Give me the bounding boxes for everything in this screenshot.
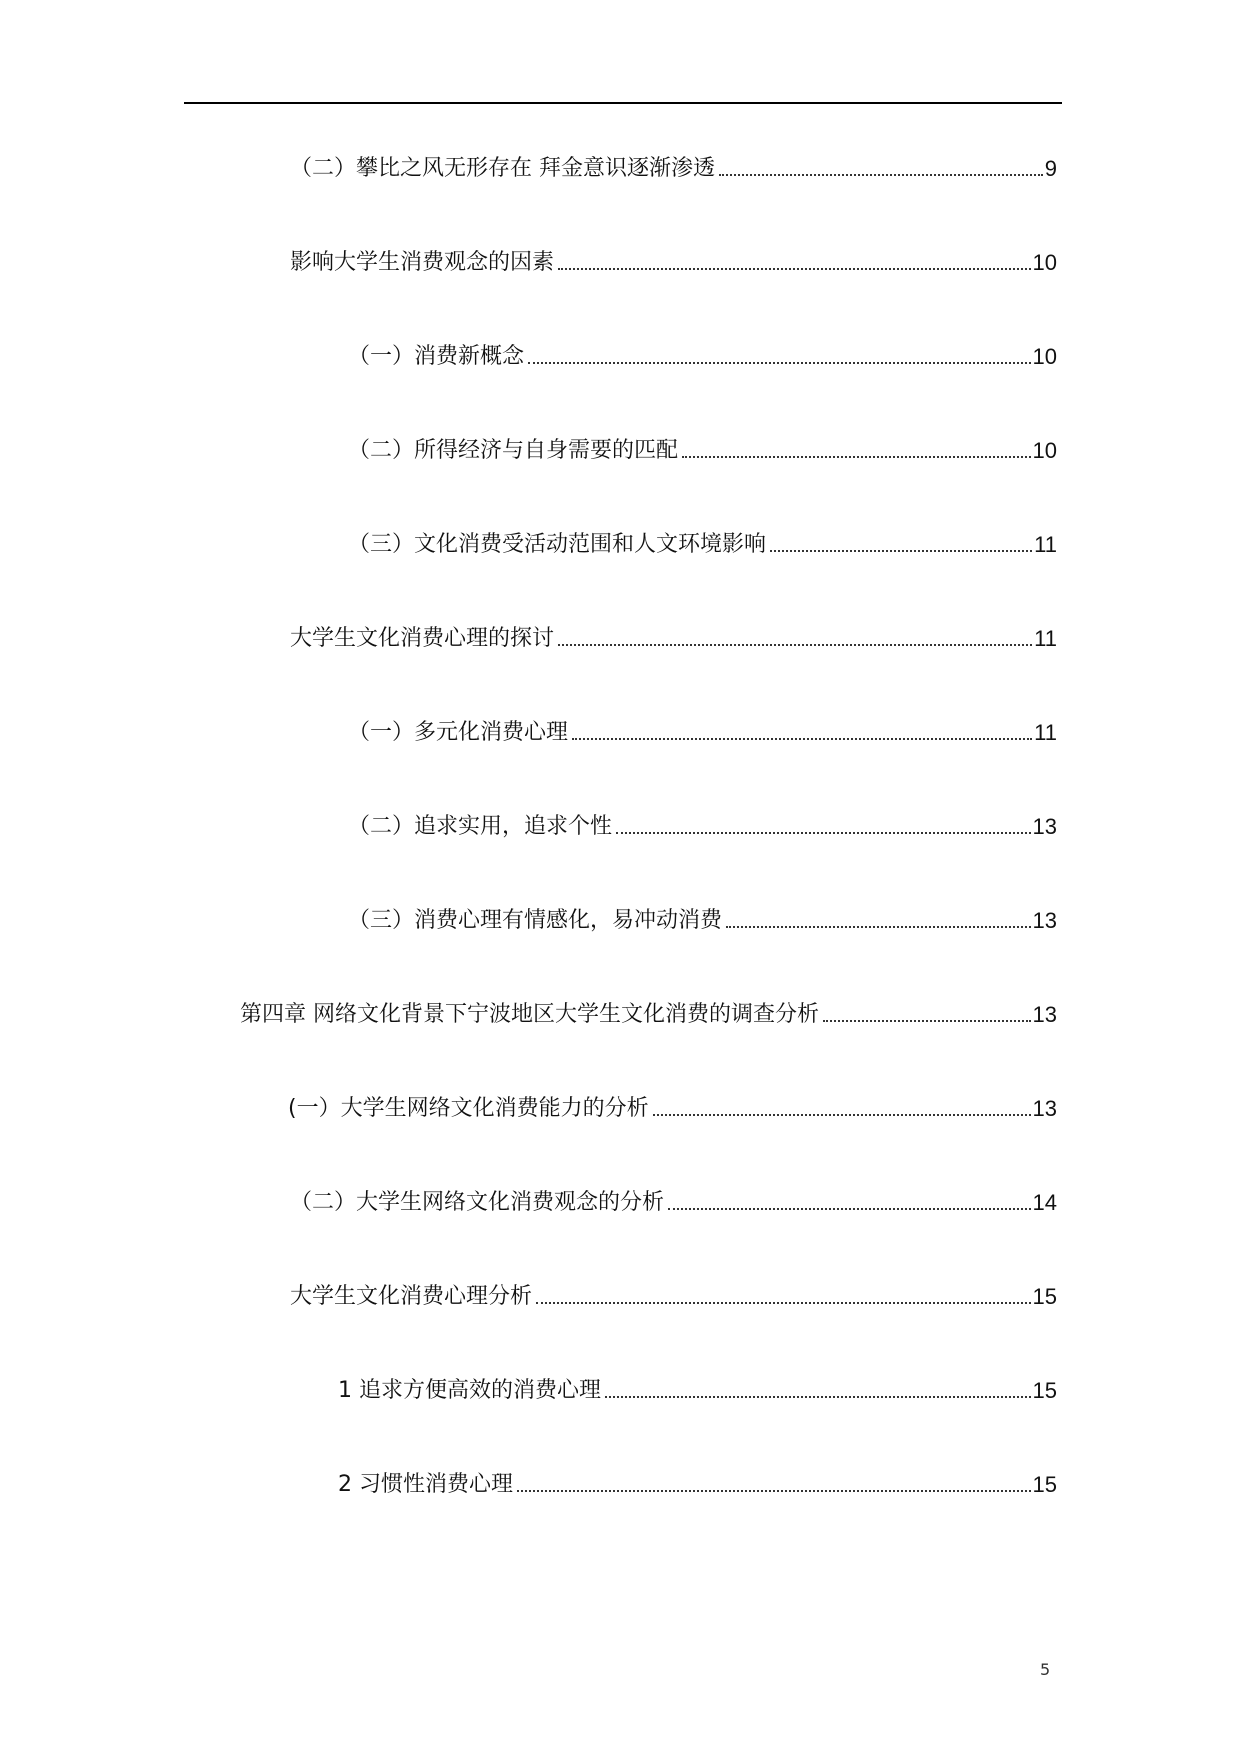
toc-entry-page: 9	[1044, 156, 1057, 181]
toc-entry-title: 第四章 网络文化背景下宁波地区大学生文化消费的调查分析	[240, 1002, 819, 1027]
toc-entry[interactable]	[348, 340, 1057, 370]
toc-entry-page: 11	[1034, 720, 1057, 745]
toc-entry-title: （二）攀比之风无形存在 拜金意识逐渐渗透	[290, 156, 715, 181]
toc-entry-page: 13	[1032, 908, 1057, 933]
toc-entry[interactable]	[290, 246, 1057, 276]
toc-dot-leader	[517, 1490, 1031, 1492]
toc-entry-page: 15	[1032, 1284, 1057, 1309]
toc-dot-leader	[572, 738, 1032, 740]
toc-entry-page: 10	[1032, 344, 1057, 369]
toc-dot-leader	[558, 644, 1032, 646]
toc-entry-title: （一）多元化消费心理	[348, 720, 569, 745]
toc-dot-leader	[558, 268, 1031, 270]
toc-entry[interactable]	[348, 528, 1057, 558]
toc-entry-title: （二）追求实用，追求个性	[348, 814, 613, 839]
toc-entry-page: 14	[1032, 1190, 1057, 1215]
toc-dot-leader	[536, 1302, 1031, 1304]
toc-entry-page: 15	[1032, 1472, 1057, 1497]
toc-dot-leader	[616, 832, 1031, 834]
toc-entry-title: 大学生文化消费心理的探讨	[290, 626, 555, 651]
toc-entry-chapter[interactable]	[240, 998, 1057, 1028]
toc-entry-title: （二）大学生网络文化消费观念的分析	[290, 1190, 665, 1215]
toc-dot-leader	[719, 174, 1043, 176]
toc-entry[interactable]	[288, 1092, 1057, 1122]
toc-entry-page: 10	[1032, 250, 1057, 275]
toc-dot-leader	[682, 456, 1031, 458]
toc-entry-title: （二）所得经济与自身需要的匹配	[348, 438, 679, 463]
toc-entry[interactable]	[290, 622, 1057, 652]
toc-entry[interactable]	[290, 152, 1057, 182]
toc-entry-title: 2 习惯性消费心理	[338, 1472, 513, 1497]
toc-dot-leader	[823, 1020, 1031, 1022]
toc-entry-page: 15	[1032, 1378, 1057, 1403]
toc-entry-page: 10	[1032, 438, 1057, 463]
toc-entry-title: 大学生文化消费心理分析	[290, 1284, 533, 1309]
toc-dot-leader	[668, 1208, 1031, 1210]
toc-dot-leader	[605, 1396, 1031, 1398]
toc-dot-leader	[653, 1114, 1031, 1116]
toc-entry-page: 11	[1034, 626, 1057, 651]
toc-entry-page: 13	[1032, 1002, 1057, 1027]
toc-entry-title: 影响大学生消费观念的因素	[290, 250, 555, 275]
toc-entry-page: 13	[1032, 814, 1057, 839]
toc-entry-page: 11	[1034, 532, 1057, 557]
toc-dot-leader	[770, 550, 1032, 552]
toc-entry[interactable]	[348, 434, 1057, 464]
page-number: 5	[1040, 1660, 1051, 1679]
toc-entry[interactable]	[348, 716, 1057, 746]
toc-entry-title: (一）大学生网络文化消费能力的分析	[288, 1096, 649, 1121]
toc-entry[interactable]	[290, 1186, 1057, 1216]
toc-entry-title: 1 追求方便高效的消费心理	[338, 1378, 601, 1403]
toc-entry[interactable]	[338, 1374, 1057, 1404]
toc-entry[interactable]	[348, 904, 1057, 934]
toc-entry-title: （一）消费新概念	[348, 344, 525, 369]
toc-entry-page: 13	[1032, 1096, 1057, 1121]
toc-entry[interactable]	[290, 1280, 1057, 1310]
toc-entry[interactable]	[348, 810, 1057, 840]
toc-dot-leader	[528, 362, 1031, 364]
toc-entry-title: （三）消费心理有情感化，易冲动消费	[348, 908, 723, 933]
toc-dot-leader	[726, 926, 1031, 928]
toc-entry-title: （三）文化消费受活动范围和人文环境影响	[348, 532, 767, 557]
toc-entry[interactable]	[338, 1468, 1057, 1498]
